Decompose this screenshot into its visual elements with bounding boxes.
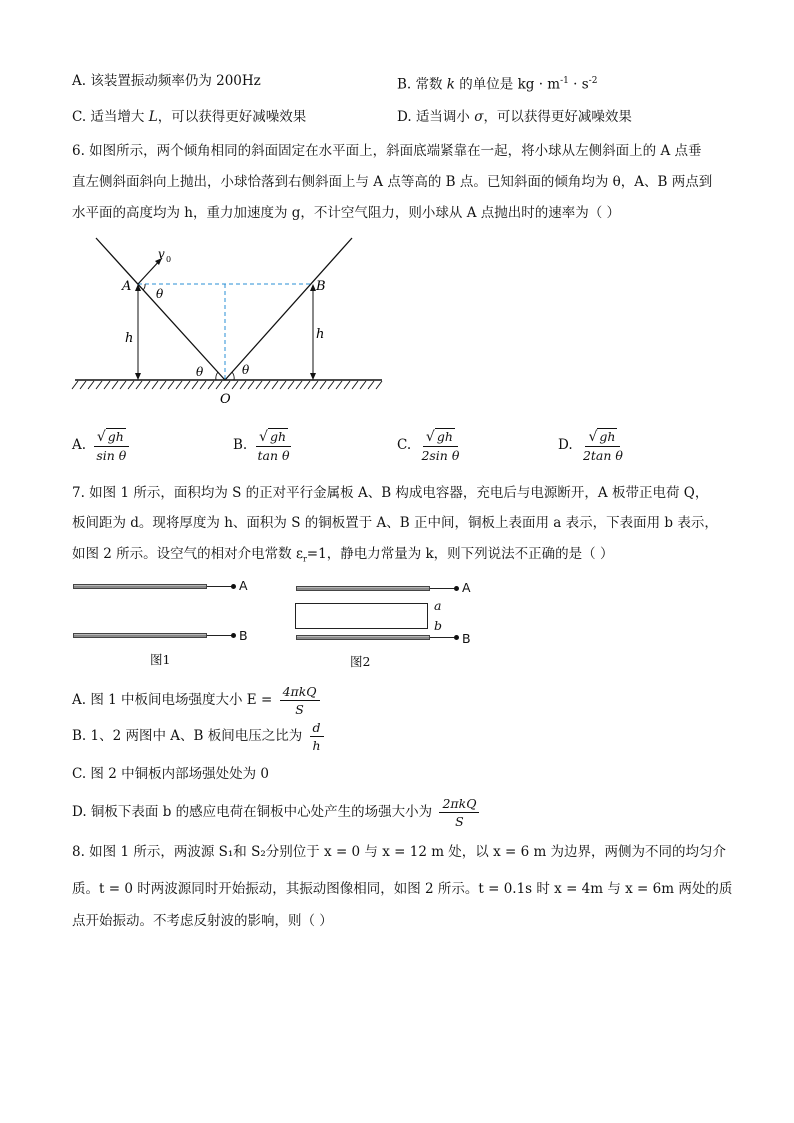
label-theta-right: θ xyxy=(242,363,250,377)
q7-option-c: C. 图 2 中铜板内部场强处处为 0 xyxy=(72,766,269,782)
plate-a xyxy=(296,586,430,591)
label-theta-left: θ xyxy=(196,365,204,379)
label-theta-a: θ xyxy=(156,287,164,301)
label-a: A xyxy=(239,578,248,593)
q7-option-a: A. 图 1 中板间电场强度大小 E = $\frac{\text{4πkQ}}{S}$ xyxy=(72,684,323,717)
label-h-right: h xyxy=(316,327,325,342)
ground-hatching xyxy=(72,381,382,389)
q6-option-a: A. $\frac{√ gh}{\text{sin θ}}$ xyxy=(72,428,132,463)
q6-incline-figure xyxy=(70,230,390,410)
q5-option-c: C. 适当增大 L，可以获得更好减噪效果 xyxy=(72,109,307,125)
q8-text-line2: 质。t = 0 时两波源同时开始振动，其振动图像相同，如图 2 所示。t = 0.1s 时 x = 4m 与 x = 6m 两处的质 xyxy=(72,881,733,897)
q6-option-b: B. $\frac{√ gh}{\text{tan θ}}$ xyxy=(233,429,290,463)
q7-option-b: B. 1、2 两图中 A、B 板间电压之比为 $\frac{d}{h}$ xyxy=(72,720,327,753)
label-b: B xyxy=(462,631,471,646)
plate-b xyxy=(296,635,430,640)
q6-option-d: D. $\frac{√ gh}{\text{2tan θ}}$ xyxy=(558,429,623,463)
label-a: A xyxy=(462,580,471,595)
lead-b xyxy=(207,635,233,636)
plate-b xyxy=(73,633,207,638)
lead-b xyxy=(430,637,456,638)
q7-option-d: D. 铜板下表面 b 的感应电荷在铜板中心处产生的场强大小为 $\frac{\text{2πkQ}}{S}$ xyxy=(72,796,482,829)
label-point-o: O xyxy=(220,392,231,407)
label-h-left: h xyxy=(125,331,134,346)
lead-a xyxy=(207,586,233,587)
label-surface-b: b xyxy=(434,618,443,633)
q8-text-line1: 8. 如图 1 所示，两波源 S₁和 S₂分别位于 x = 0 与 x = 12 m 处，以 x = 6 m 为边界，两侧为不同的均匀介 xyxy=(72,844,727,860)
angle-arc-a xyxy=(143,284,145,290)
q6-text-line2: 直左侧斜面斜向上抛出，小球恰落到右侧斜面上与 A 点等高的 B 点。已知斜面的倾角均为 θ，A、B 两点到 xyxy=(72,174,713,190)
label-b: B xyxy=(239,628,248,643)
label-surface-a: a xyxy=(434,598,442,613)
caption-fig1: 图1 xyxy=(150,652,171,667)
q5-option-b: B. 常数 k 的单位是 kg · $m^{-1} \cdot s^{-2}$ xyxy=(397,76,598,93)
arrow-head-icon xyxy=(310,373,316,380)
terminal-dot xyxy=(454,635,459,640)
q5-option-d: D. 适当调小 σ，可以获得更好减噪效果 xyxy=(397,109,632,125)
caption-fig2: 图2 xyxy=(350,654,371,669)
q7-text-line1: 7. 如图 1 所示，面积均为 S 的正对平行金属板 A、B 构成电容器，充电后与电源断开，A 板带正电荷 Q， xyxy=(72,485,709,501)
lead-a xyxy=(430,588,456,589)
angle-arc-right xyxy=(232,372,234,380)
q6-option-c: C. $\frac{√ gh}{\text{2sin θ}}$ xyxy=(397,429,460,463)
label-v0-sub: 0 xyxy=(166,255,172,264)
q6-text-line1: 6. 如图所示，两个倾角相同的斜面固定在水平面上，斜面底端紧靠在一起，将小球从左侧斜面上的 A 点垂 xyxy=(72,143,702,159)
q5-option-a: A. 该装置振动频率仍为 200Hz xyxy=(72,73,261,89)
label-v0: v xyxy=(158,247,165,261)
label-point-a: A xyxy=(122,279,132,294)
q7-text-line2: 板间距为 d。现将厚度为 h、面积为 S 的铜板置于 A、B 正中间，铜板上表面用 a 表示，下表面用 b 表示， xyxy=(72,515,718,531)
q7-text-line3: 如图 2 所示。设空气的相对介电常数 $\varepsilon_r=1$，静电力常量为 k，则下列说法不正确的是（ ） xyxy=(72,546,614,564)
q6-text-line3: 水平面的高度均为 h，重力加速度为 g，不计空气阻力，则小球从 A 点抛出时的速率为（ ） xyxy=(72,205,621,221)
copper-plate xyxy=(295,603,428,629)
terminal-dot xyxy=(454,586,459,591)
label-point-b: B xyxy=(316,279,326,294)
q8-text-line3: 点开始振动。不考虑反射波的影响，则（ ） xyxy=(72,913,333,929)
terminal-dot xyxy=(231,584,236,589)
terminal-dot xyxy=(231,633,236,638)
right-incline xyxy=(225,238,352,380)
angle-arc-left xyxy=(216,372,218,380)
plate-a xyxy=(73,584,207,589)
arrow-head-icon xyxy=(135,373,141,380)
